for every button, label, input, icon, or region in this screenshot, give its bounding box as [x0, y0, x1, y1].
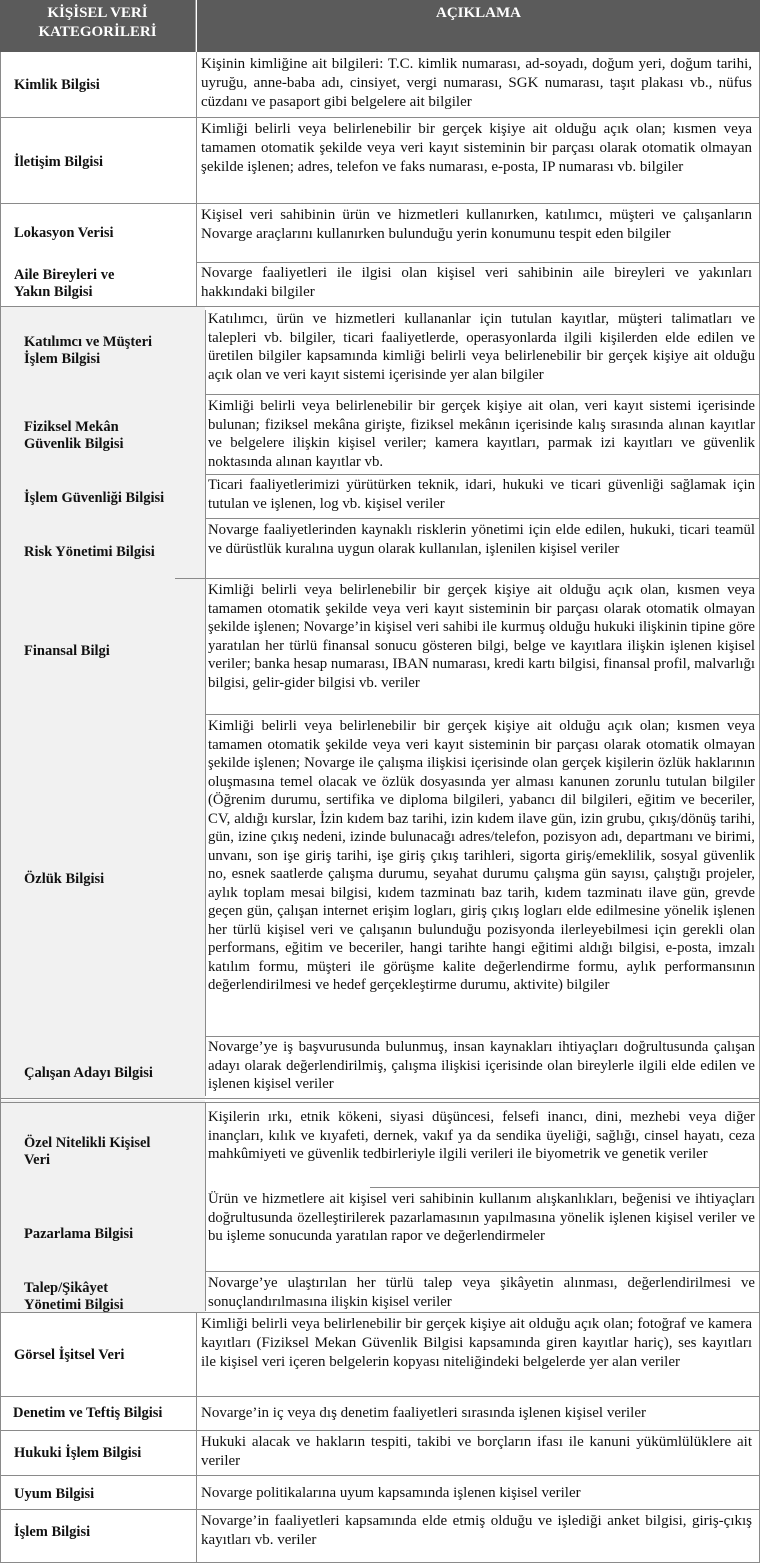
column-divider — [205, 1103, 206, 1311]
category-description: Kişisel veri sahibinin ürün ve hizmetleri kullanırken, katılımcı, müşteri ve çalışanların Novarge araçlarını kullanırken bulunduğu yerin konumunu tespit eden bilgiler — [201, 207, 752, 242]
category-label: Talep/Şikâyet Yönetimi Bilgisi — [24, 1280, 124, 1313]
category-label: İşlem Güvenliği Bilgisi — [24, 490, 165, 506]
category-description: Novarge’ye ulaştırılan her türlü talep veya şikâyetin alınması, değerlendirilmesi ve sonuçlandırılmasına ilişkin kişisel veriler — [208, 1275, 755, 1310]
category-description: Kimliği belirli veya belirlenebilir bir gerçek kişiye ait olduğu açık olan; fotoğraf ve kamera kayıtları (Fiziksel Mekan Güvenlik Bilgisi kapsamında giren kayıtlar hariç), ses kayıtları ile kişisel veri içeren belgelerin kopyası niteliğindeki belgelerde yer alan veriler — [201, 1316, 752, 1370]
category-description: Kimliği belirli veya belirlenebilir bir gerçek kişiye ait olan, veri kayıt sistemi içerisinde bulunan; fiziksel mekâna girişte, fiziksel mekânın içerisinde kalış sırasında alınan kayıtlar ve belgelere ilişkin kişisel veriler; kamera kayıtları, parmak izi kayıtları ve güvenlik noktasında alınan kayıtlar vb. — [208, 398, 755, 470]
category-label: Denetim ve Teftiş Bilgisi — [13, 1405, 163, 1421]
row-divider — [205, 394, 760, 395]
row-divider — [205, 474, 760, 475]
category-label: Risk Yönetimi Bilgisi — [24, 544, 155, 560]
row-divider — [175, 578, 760, 579]
row-divider — [0, 306, 760, 307]
category-description: Ürün ve hizmetlere ait kişisel veri sahibinin kullanım alışkanlıkları, beğenisi ve ihtiyaçları doğrultusunda özelleştirilerek pazarlamasının yapılmasına yönelik işlenen kişisel veriler ve bu işleme sonucunda yaratılan rapor ve değerlendirmeler — [208, 1191, 755, 1244]
row-divider — [0, 1102, 760, 1103]
category-description: Novarge politikalarına uyum kapsamında işlenen kişisel veriler — [201, 1485, 581, 1501]
category-description: Novarge’in iç veya dış denetim faaliyetleri sırasında işlenen kişisel veriler — [201, 1405, 646, 1421]
category-description: Kişilerin ırkı, etnik kökeni, siyasi düşüncesi, felsefi inancı, dini, mezhebi veya diğer inançları, kılık ve kıyafeti, dernek, vakıf ya da sendika üyeliği, sağlığı, cinsel hayatı, ceza mahkûmiyeti ve güvenlik tedbirleriyle ilgili verileri ile biyometrik ve genetik veriler — [208, 1109, 755, 1162]
category-description: Katılımcı, ürün ve hizmetleri kullananlar için tutulan kayıtlar, müşteri talimatları ve talepleri vb. bilgiler, ticari faaliyetlerde, operasyonlarda ilgili kişilerden elde edilen ve üretilen bilgiler kapsamında kimliği belirli veya belirlenebilir bir gerçek kişiye ait olduğu açık olan ve veri kayıt sistemi içerisinde yer alan bilgiler — [208, 311, 755, 383]
category-description: Kimliği belirli veya belirlenebilir bir gerçek kişiye ait olduğu açık olan, kısmen veya tamamen otomatik şekilde veya veri kayıt sisteminin bir parçası olarak otomatik olmayan şekilde işlenen; Novarge’in kişisel veri sahibi ile kurmuş olduğu hukuki ilişkinin tipine göre yaratılan her türlü finansal sonucu gösteren bilgi, belge ve kayıtlara ilişkin işlenen kişisel veriler; banka hesap numarası, IBAN numarası, kredi kartı bilgisi, finansal profil, malvarlığı bilgisi, gelir-gider bilgisi vb. veriler — [208, 582, 755, 691]
row-divider — [0, 1098, 760, 1099]
category-label: Lokasyon Verisi — [14, 225, 114, 241]
column-divider — [196, 52, 197, 306]
row-divider — [205, 1036, 760, 1037]
category-label: Fiziksel Mekân Güvenlik Bilgisi — [24, 419, 124, 452]
row-divider — [205, 518, 760, 519]
row-divider — [0, 1430, 760, 1431]
category-label: Çalışan Adayı Bilgisi — [24, 1065, 153, 1081]
category-label: Özlük Bilgisi — [24, 871, 105, 887]
column-header-category-text: KİŞİSEL VERİ KATEGORİLERİ — [38, 5, 157, 40]
category-label: Pazarlama Bilgisi — [24, 1226, 134, 1242]
category-description: Novarge’in faaliyetleri kapsamında elde etmiş olduğu ve işlediği anket bilgisi, giriş-çıkış kayıtları vb. veriler — [201, 1513, 752, 1548]
row-divider — [205, 1271, 760, 1272]
category-label: Kimlik Bilgisi — [14, 77, 100, 93]
row-divider — [370, 1187, 760, 1188]
category-label: İşlem Bilgisi — [14, 1524, 91, 1540]
category-label: Görsel İşitsel Veri — [14, 1347, 125, 1363]
row-divider — [0, 117, 760, 118]
category-label: İletişim Bilgisi — [14, 154, 104, 170]
row-divider — [0, 1396, 760, 1397]
column-divider — [196, 1313, 197, 1562]
category-label: Hukuki İşlem Bilgisi — [14, 1445, 142, 1461]
category-label: Uyum Bilgisi — [14, 1486, 95, 1502]
column-header-description — [197, 0, 760, 52]
category-description: Kimliği belirli veya belirlenebilir bir gerçek kişiye ait olduğu açık olan; kısmen veya tamamen otomatik şekilde veya veri kayıt sisteminin bir parçası olarak otomatik olmayan şekilde işlenen; Novarge ile çalışma ilişkisi içerisinde olan gerçek kişilerin özlük haklarının oluşmasına temel olacak ve özlük dosyasında yer alması kanunen zorunlu tutulan bilgiler (Öğrenim durumu, sertifika ve diploma bilgileri, yabancı dil bilgileri, eğitim ve beceriler, CV, aldığı kurslar, İzin kıdem baz tarihi, izin kıdem ilave gün, izin grubu, çıkış/dönüş tarihi, gün, izine çıkış nedeni, izinde bulunacağı adres/telefon, pozisyon adı, departmanı ve birimi, unvanı, son işe giriş tarihi, işe giriş çıkış tarihleri, sigorta giriş/emeklilik, sosyal güvenlik no, esnek saatlerde çalışma durumu, seyahat durumu çalışma gün sayısı, çalıştığı projeler, aylık toplam mesai bilgisi, kıdem tazminatı baz tarih, kıdem tazminatı ilave gün, grevde geçen gün, çalışan internet erişim logları, giriş çıkış logları elde edilmesine yönelik işlenen her türlü kişisel veri ve çalışanın bulunduğu pozisyonda ilerleyebilmesi için gerekli olan performans, eğitim ve beceriler, hangi tarihte hangi eğitimi aldığı bilgisi, e-posta, imzalı katılım formu, müşteri ile görüşme kalite değerlendirme formu, aylık performansının değerlendirilmesi ve hedef gerçekleştirme durumu, aktivite) bilgiler — [208, 718, 755, 993]
row-divider — [205, 714, 760, 715]
category-label: Finansal Bilgi — [24, 643, 110, 659]
row-divider — [0, 203, 760, 204]
column-header-category — [0, 0, 196, 52]
column-divider — [205, 310, 206, 1096]
category-label: Özel Nitelikli Kişisel Veri — [24, 1135, 151, 1168]
category-description: Novarge’ye iş başvurusunda bulunmuş, insan kaynakları ihtiyaçları doğrultusunda çalışan adayı olarak değerlendirilmiş, çalışma ilişkisi içerisinde olan bireylerle ilgili elde edilen ve işlenen kişisel veriler — [208, 1039, 755, 1092]
row-divider — [0, 1509, 760, 1510]
row-divider — [0, 1475, 760, 1476]
category-label: Aile Bireyleri ve Yakın Bilgisi — [14, 267, 115, 300]
category-description: Kimliği belirli veya belirlenebilir bir gerçek kişiye ait olduğu açık olan; kısmen veya tamamen otomatik şekilde veya veri kayıt sisteminin bir parçası olarak otomatik olmayan şekilde işlenen; adres, telefon ve faks numarası, e-posta, IP numarası vb. bilgiler — [201, 121, 752, 175]
category-description: Ticari faaliyetlerimizi yürütürken teknik, idari, hukuki ve ticari güvenliği sağlamak için tutulan ve işlenen, log vb. kişisel veriler — [208, 477, 755, 512]
column-header-description-text: AÇIKLAMA — [436, 5, 521, 21]
category-description: Novarge faaliyetleri ile ilgisi olan kişisel veri sahibinin aile bireyleri ve yakınları hakkındaki bilgiler — [201, 265, 752, 300]
category-label: Katılımcı ve Müşteri İşlem Bilgisi — [24, 334, 153, 367]
category-description: Kişinin kimliğine ait bilgileri: T.C. kimlik numarası, ad-soyadı, doğum yeri, doğum tarihi, uyruğu, anne-baba adı, cinsiyet, vergi numarası, SGK numarası, taşıt plakası vb., nüfus cüzdanı ve pasaport gibi belgelere ait bilgiler — [201, 56, 752, 110]
category-description: Novarge faaliyetlerinden kaynaklı risklerin yönetimi için elde edilen, hukuki, ticari teamül ve dürüstlük kuralına uygun olarak kullanılan, işlenilen kişisel veriler — [208, 522, 755, 557]
table-border — [0, 52, 1, 1562]
category-description: Hukuki alacak ve hakların tespiti, takibi ve borçların ifası ile kanuni yükümlülüklere ait veriler — [201, 1434, 752, 1469]
